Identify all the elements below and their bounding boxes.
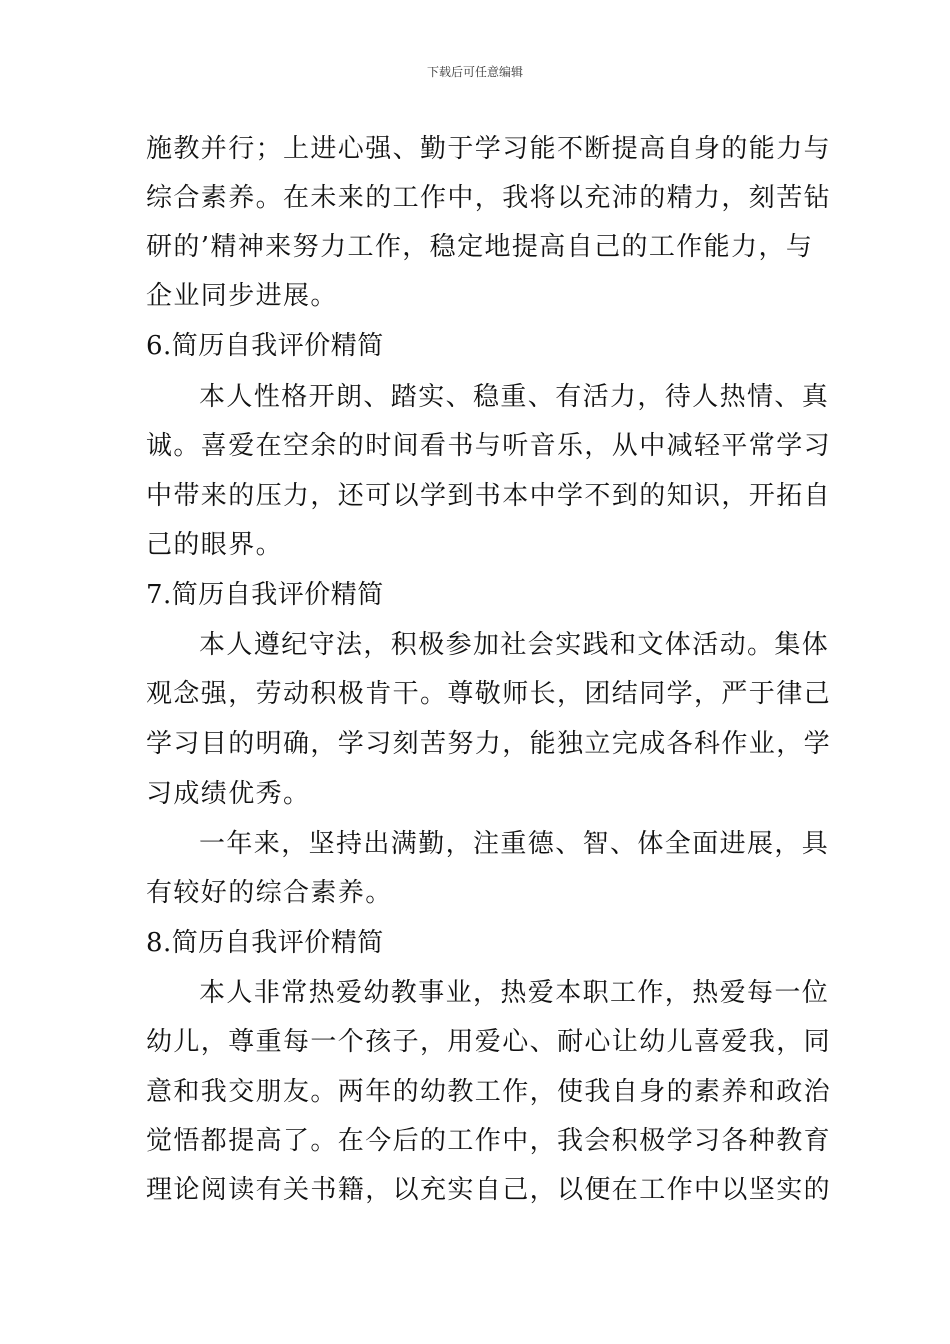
body-text-line: 幼儿，尊重每一个孩子，用爱心、耐心让幼儿喜爱我，同: [146, 1027, 832, 1057]
body-text-line: 理论阅读有关书籍，以充实自己，以便在工作中以坚实的: [146, 1175, 832, 1205]
body-text-line: 施教并行；上进心强、勤于学习能不断提高自身的能力与: [146, 134, 832, 164]
body-text-line: 学习目的明确，学习刻苦努力，能独立完成各科作业，学: [146, 729, 832, 759]
paragraph-first-line: 本人性格开朗、踏实、稳重、有活力，待人热情、真: [199, 382, 830, 412]
body-text-line: 观念强，劳动积极肯干。尊敬师长，团结同学，严于律己: [146, 679, 832, 709]
body-text-line: 有较好的综合素养。: [146, 878, 393, 908]
paragraph-first-line: 本人遵纪守法，积极参加社会实践和文体活动。集体: [199, 630, 830, 660]
body-text-line: 研的’精神来努力工作，稳定地提高自己的工作能力，与: [146, 232, 814, 262]
body-text-line: 意和我交朋友。两年的幼教工作，使我自身的素养和政治: [146, 1077, 832, 1107]
section-heading-6: 6.简历自我评价精简: [146, 331, 384, 361]
paragraph-first-line: 本人非常热爱幼教事业，热爱本职工作，热爱每一位: [199, 978, 830, 1008]
section-heading-8: 8.简历自我评价精简: [146, 928, 384, 958]
body-text-line: 中带来的压力，还可以学到书本中学不到的知识，开拓自: [146, 481, 832, 511]
body-text-line: 企业同步进展。: [146, 281, 338, 311]
body-text-line: 觉悟都提高了。在今后的工作中，我会积极学习各种教育: [146, 1126, 832, 1156]
body-text-line: 综合素养。在未来的工作中，我将以充沛的精力，刻苦钻: [146, 183, 832, 213]
section-heading-7: 7.简历自我评价精简: [146, 580, 384, 610]
body-text-line: 诚。喜爱在空余的时间看书与听音乐，从中减轻平常学习: [146, 431, 832, 461]
body-text-line: 己的眼界。: [146, 530, 284, 560]
paragraph-first-line: 一年来，坚持出满勤，注重德、智、体全面进展，具: [199, 829, 830, 859]
body-text-line: 习成绩优秀。: [146, 779, 311, 809]
page-header: 下载后可任意编辑: [426, 65, 523, 79]
